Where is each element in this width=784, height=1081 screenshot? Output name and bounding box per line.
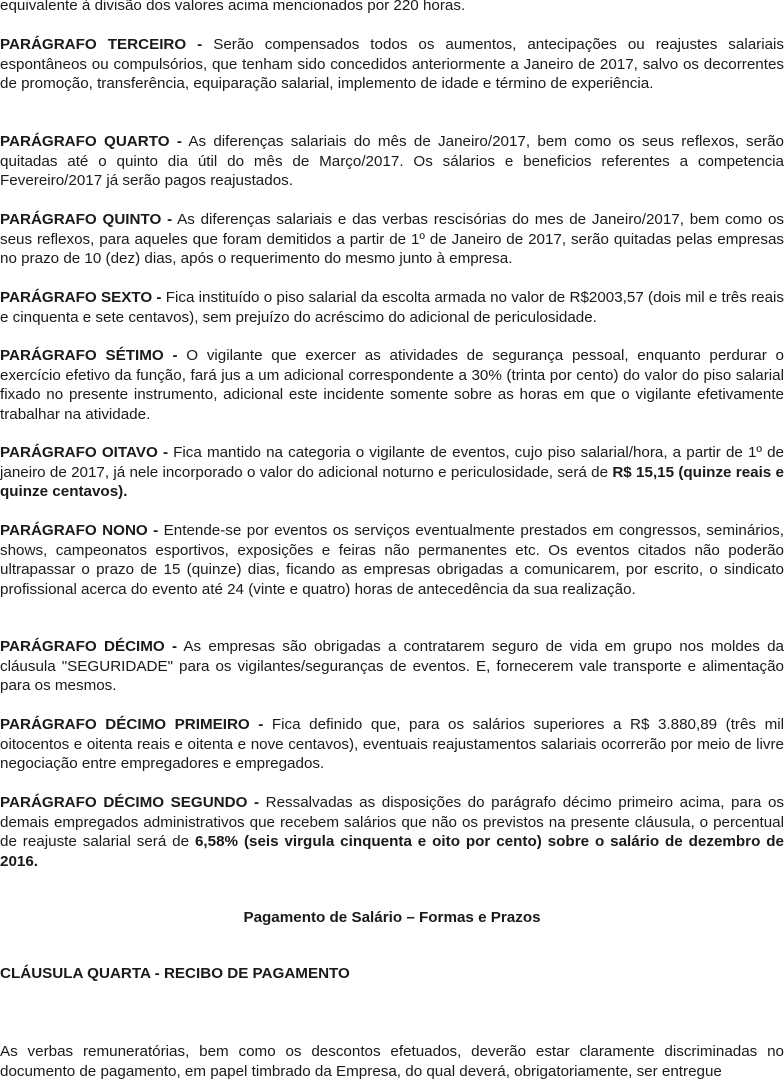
paragraph-text: As empresas são obrigadas a contratarem seguro de vida em grupo nos moldes da cláusula "SEGURIDADE" para os vigilantes/seguranças de eventos. E, fornecerem vale transporte e alimentação para os mesmos. [0, 638, 784, 695]
paragraph-nono [0, 521, 784, 599]
paragraph-decimo-primeiro [0, 715, 784, 774]
paragraph-label: PARÁGRAFO QUARTO - [0, 133, 182, 150]
paragraph-text: Ressalvadas as disposições do parágrafo décimo primeiro acima, para os demais empregados administrativos que recebem salários que não os previstos na presente cláusula, o percentual de reajuste salarial será de [0, 794, 784, 851]
paragraph-setimo [0, 346, 784, 424]
paragraph-text: As diferenças salariais e das verbas rescisórias do mes de Janeiro/2017, bem como os seus reflexos, para aqueles que foram demitidos a partir de 1º de Janeiro de 2017, serão quitadas pelas empresas no prazo de 10 (dez) dias, após o requerimento do mesmo junto à empresa. [0, 211, 784, 268]
paragraph-text: Fica definido que, para os salários superiores a R$ 3.880,89 (três mil oitocentos e oitenta reais e oitenta e nove centavos), eventuais reajustamentos salariais ocorrerão por meio de livre negociação entre empregadores e empregados. [0, 716, 784, 773]
paragraph-label: PARÁGRAFO DÉCIMO SEGUNDO - [0, 794, 260, 811]
paragraph-text: Fica instituído o piso salarial da escolta armada no valor de R$2003,57 (dois mil e três reais e cinquenta e sete centavos), sem prejuízo do acréscimo do adicional de periculosidade. [0, 289, 784, 326]
paragraph-label: PARÁGRAFO DÉCIMO PRIMEIRO - [0, 716, 264, 733]
paragraph-decimo [0, 637, 784, 696]
paragraph-text: As diferenças salariais do mês de Janeiro/2017, bem como os seus reflexos, serão quitadas até o quinto dia útil do mês de Março/2017. Os sálarios e beneficios referentes a competencia Fevereiro/2017 já serão pagos reajustados. [0, 133, 784, 190]
clause-title: CLÁUSULA QUARTA - RECIBO DE PAGAMENTO [0, 965, 350, 982]
paragraph-text: Fica mantido na categoria o vigilante de eventos, cujo piso salarial/hora, a partir de 1º de janeiro de 2017, já nele incorporado o valor do adicional noturno e periculosidade, será de [0, 444, 784, 481]
paragraph-oitavo [0, 443, 784, 502]
paragraph-label: PARÁGRAFO SEXTO - [0, 289, 162, 306]
paragraph-label: PARÁGRAFO NONO - [0, 522, 159, 539]
intro-paragraph [0, 0, 784, 16]
paragraph-quarto [0, 132, 784, 191]
paragraph-label: PARÁGRAFO SÉTIMO - [0, 347, 178, 364]
paragraph-decimo-segundo [0, 793, 784, 871]
paragraph-terceiro [0, 35, 784, 94]
intro-text: equivalente à divisão dos valores acima mencionados por 220 horas. [0, 0, 466, 14]
paragraph-bold-tail: R$ 15,15 (quinze reais e quinze centavos). [0, 463, 784, 501]
paragraph-text: Serão compensados todos os aumentos, antecipações ou reajustes salariais espontâneos ou compulsórios, que tenham sido concedidos anteriormente a Janeiro de 2017, salvo os decorrentes de promoção, transferência, equiparação salarial, implemento de idade e término de experiência. [0, 36, 784, 93]
paragraph-label: PARÁGRAFO OITAVO - [0, 444, 169, 461]
closing-paragraph [0, 1042, 784, 1081]
paragraph-text: O vigilante que exercer as atividades de segurança pessoal, enquanto perdurar o exercício efetivo da função, fará jus a um adicional correspondente a 30% (trinta por cento) do valor do piso salarial fixado no presente instrumento, adicional este incidente somente sobre as horas em que o vigilante efetivamente trabalhar na atividade. [0, 347, 784, 423]
paragraph-label: PARÁGRAFO TERCEIRO - [0, 36, 203, 53]
paragraph-quinto [0, 210, 784, 269]
paragraph-label: PARÁGRAFO DÉCIMO - [0, 638, 178, 655]
paragraph-bold-tail: 6,58% (seis virgula cinquenta e oito por cento) sobre o salário de dezembro de 2016. [0, 833, 784, 870]
paragraph-text: Entende-se por eventos os serviços eventualmente prestados em congressos, seminários, shows, campeonatos esportivos, exposições e feiras não permanentes etc. Os eventos citados não poderão ultrapassar o prazo de 15 (quinze) dias, ficando as empresas obrigadas a comunicarem, por escrito, o sindicato profissional acerca do evento até 24 (vinte e quatro) horas de antecedência da sua realização. [0, 522, 784, 598]
section-title: Pagamento de Salário – Formas e Prazos [243, 909, 541, 926]
paragraph-label: PARÁGRAFO QUINTO - [0, 211, 173, 228]
closing-text: As verbas remuneratórias, bem como os descontos efetuados, deverão estar claramente discriminadas no documento de pagamento, em papel timbrado da Empresa, do qual deverá, obrigatoriamente, ser entregue [0, 1043, 784, 1080]
paragraph-sexto [0, 288, 784, 327]
